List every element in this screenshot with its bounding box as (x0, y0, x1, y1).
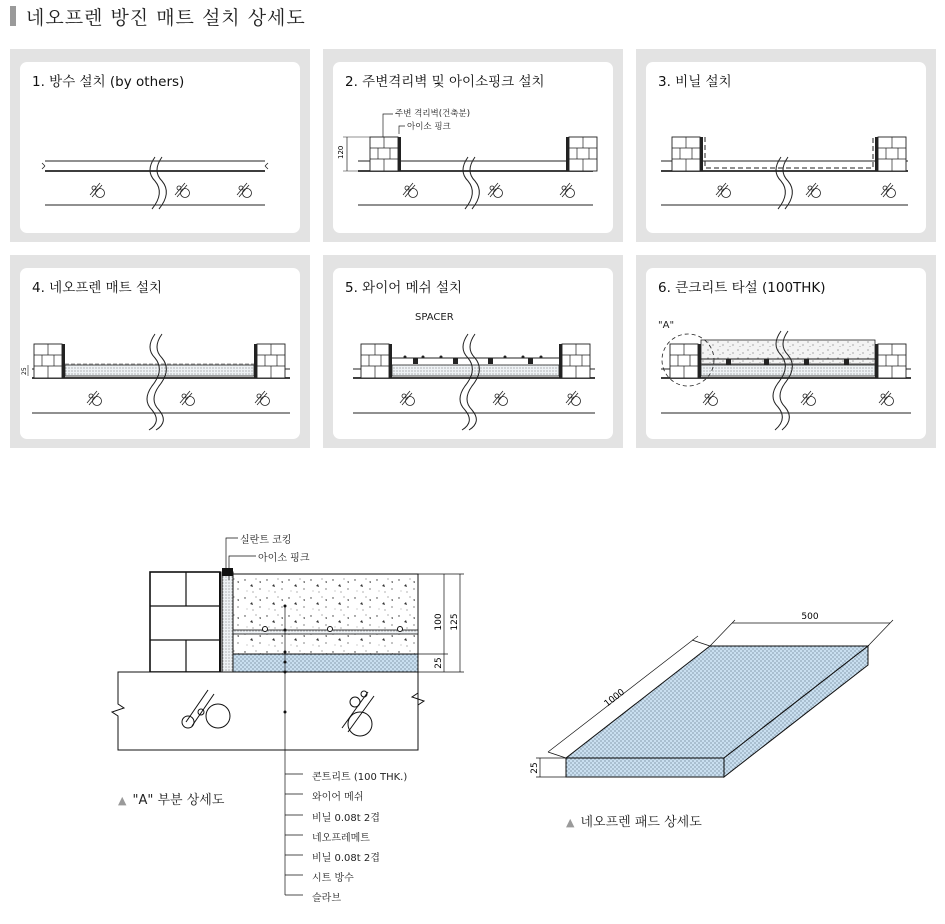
layer-label-neoprene: 네오프레메트 (312, 833, 370, 844)
detail-a-dim-125: 125 (450, 613, 460, 631)
layer-label-vinyl-lower: 비닐 0.08t 2겹 (312, 853, 380, 864)
detail-a-wall (150, 572, 220, 672)
pad-dim-width: 500 (801, 612, 819, 622)
step-title-5: 5. 와이어 메쉬 설치 (345, 280, 463, 296)
caption-triangle-icon: ▲ (118, 794, 127, 807)
caption-triangle-icon: ▲ (566, 816, 575, 829)
step5-spacer-label: SPACER (415, 312, 454, 323)
step-title-6: 6. 큰크리트 타설 (100THK) (658, 280, 826, 296)
pad-caption-text: 네오프렌 패드 상세도 (580, 815, 702, 830)
detail-a-dim-25: 25 (434, 657, 444, 669)
step-title-4: 4. 네오프렌 매트 설치 (32, 280, 163, 296)
pad-drawing (530, 612, 893, 777)
pad-dim-length: 1000 (602, 687, 627, 710)
step-title-3: 3. 비닐 설치 (658, 74, 732, 90)
layer-label-vinyl-upper: 비닐 0.08t 2겹 (312, 813, 380, 824)
step4-dim-25: 25 (21, 367, 28, 375)
step-title-1: 1. 방수 설치 (by others) (32, 74, 185, 90)
detail-a-caption-text: "A" 부분 상세도 (132, 793, 225, 808)
layer-label-slab: 슬라브 (312, 893, 341, 904)
layer-label-sheet-waterproofing: 시트 방수 (312, 873, 354, 884)
detail-a-pink-label: 아이소 핑크 (258, 553, 310, 564)
page-title: 네오프렌 방진 매트 설치 상세도 (26, 7, 306, 29)
step2-dim-120: 120 (337, 145, 345, 159)
detail-a-dim-100: 100 (434, 613, 444, 631)
step2-pink-label: 아이소 핑크 (407, 122, 451, 132)
layer-label-concrete: 콘트리트 (100 THK.) (312, 772, 408, 783)
detail-a-sealant-label: 실란트 코킹 (240, 535, 292, 546)
pad-caption (566, 811, 702, 830)
layer-label-wire-mesh: 와이어 메쉬 (312, 792, 364, 803)
step2-wall-label: 주변 격리벽(건축분) (395, 109, 471, 119)
pad-dim-thickness: 25 (530, 762, 540, 774)
step-title-2: 2. 주변격리벽 및 아이소핑크 설치 (345, 74, 545, 90)
step6-marker-label: "A" (658, 320, 675, 331)
detail-a-caption (118, 789, 224, 808)
